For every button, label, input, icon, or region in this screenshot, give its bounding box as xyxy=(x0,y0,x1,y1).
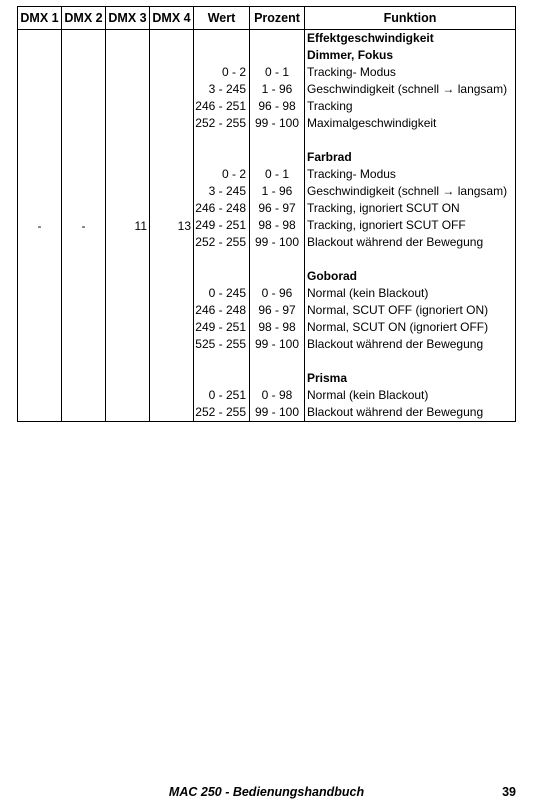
funktion-text: Normal (kein Blackout) xyxy=(307,286,429,300)
page-number: 39 xyxy=(502,785,516,799)
prozent-value: 98 - 98 xyxy=(258,218,296,232)
wert-value: 246 - 251 xyxy=(195,99,246,113)
dmx2-cell xyxy=(62,30,106,422)
funktion-text: Tracking- Modus xyxy=(307,167,396,181)
funktion-text: Tracking xyxy=(307,99,353,113)
wert-value: 246 - 248 xyxy=(195,201,246,215)
funktion-column xyxy=(305,30,516,422)
prozent-value: 96 - 98 xyxy=(258,99,296,113)
wert-value xyxy=(194,251,249,268)
dmx-protocol-table xyxy=(17,6,516,422)
prozent-value xyxy=(250,251,304,268)
prozent-value xyxy=(250,149,304,166)
wert-value: 525 - 255 xyxy=(195,337,246,351)
wert-value: 252 - 255 xyxy=(195,405,246,419)
funktion-text: Maximalgeschwindigkeit xyxy=(307,116,437,130)
dmx1-value: - xyxy=(37,218,42,233)
funktion-text: Prisma xyxy=(307,371,348,385)
header-funktion: Funktion xyxy=(305,7,516,30)
prozent-value xyxy=(250,268,304,285)
funktion-text: Dimmer, Fokus xyxy=(307,48,394,62)
funktion-text: Tracking, ignoriert SCUT ON xyxy=(307,201,460,215)
prozent-value: 96 - 97 xyxy=(258,303,296,317)
prozent-value: 0 - 98 xyxy=(261,388,293,402)
wert-value: 0 - 251 xyxy=(208,388,246,402)
wert-value xyxy=(194,370,249,387)
funktion-text xyxy=(305,132,515,149)
wert-value: 0 - 245 xyxy=(208,286,246,300)
wert-value: 0 - 2 xyxy=(221,65,246,79)
wert-value xyxy=(194,149,249,166)
funktion-text: Geschwindigkeit (schnell → langsam) xyxy=(307,184,508,198)
prozent-value: 99 - 100 xyxy=(254,235,300,249)
funktion-text: Tracking, ignoriert SCUT OFF xyxy=(307,218,466,232)
prozent-value: 1 - 96 xyxy=(261,184,293,198)
prozent-value: 99 - 100 xyxy=(254,337,300,351)
header-wert: Wert xyxy=(194,7,250,30)
wert-value: 249 - 251 xyxy=(195,218,246,232)
dmx4-value: 13 xyxy=(177,218,191,233)
funktion-text: Normal, SCUT ON (ignoriert OFF) xyxy=(307,320,489,334)
funktion-text: Tracking- Modus xyxy=(307,65,396,79)
prozent-value: 0 - 1 xyxy=(264,167,289,181)
wert-value: 3 - 245 xyxy=(208,184,246,198)
funktion-text: Normal, SCUT OFF (ignoriert ON) xyxy=(307,303,489,317)
prozent-value: 1 - 96 xyxy=(261,82,293,96)
dmx3-cell xyxy=(106,30,150,422)
prozent-column xyxy=(250,30,305,422)
prozent-value xyxy=(250,132,304,149)
funktion-text xyxy=(305,251,515,268)
wert-value xyxy=(194,353,249,370)
funktion-text: Blackout während der Bewegung xyxy=(307,235,484,249)
table-header-row xyxy=(18,7,516,30)
prozent-value: 0 - 1 xyxy=(264,65,289,79)
wert-value: 249 - 251 xyxy=(195,320,246,334)
funktion-text xyxy=(305,353,515,370)
wert-column xyxy=(194,30,250,422)
prozent-value xyxy=(250,30,304,47)
funktion-text: Blackout während der Bewegung xyxy=(307,405,484,419)
footer-title: MAC 250 - Bedienungshandbuch xyxy=(168,785,365,799)
prozent-value: 99 - 100 xyxy=(254,405,300,419)
wert-value: 0 - 2 xyxy=(221,167,246,181)
funktion-text: Blackout während der Bewegung xyxy=(307,337,484,351)
funktion-text: Effektgeschwindigkeit xyxy=(307,31,434,45)
wert-value: 252 - 255 xyxy=(195,235,246,249)
table-row xyxy=(18,30,516,422)
dmx2-value: - xyxy=(81,218,86,233)
header-prozent: Prozent xyxy=(250,7,305,30)
header-dmx3: DMX 3 xyxy=(106,7,150,30)
funktion-text: Goborad xyxy=(307,269,357,283)
header-dmx2: DMX 2 xyxy=(62,7,106,30)
funktion-text: Farbrad xyxy=(307,150,352,164)
prozent-value: 0 - 96 xyxy=(261,286,293,300)
prozent-value: 98 - 98 xyxy=(258,320,296,334)
dmx4-cell xyxy=(150,30,194,422)
header-dmx4: DMX 4 xyxy=(150,7,194,30)
wert-value: 246 - 248 xyxy=(195,303,246,317)
wert-value xyxy=(194,268,249,285)
wert-value xyxy=(194,47,249,64)
dmx1-cell xyxy=(18,30,62,422)
prozent-value: 99 - 100 xyxy=(254,116,300,130)
header-dmx1: DMX 1 xyxy=(18,7,62,30)
wert-value xyxy=(194,30,249,47)
wert-value: 252 - 255 xyxy=(195,116,246,130)
prozent-value xyxy=(250,47,304,64)
wert-value xyxy=(194,132,249,149)
funktion-text: Normal (kein Blackout) xyxy=(307,388,429,402)
funktion-text: Geschwindigkeit (schnell → langsam) xyxy=(307,82,508,96)
wert-value: 3 - 245 xyxy=(208,82,246,96)
prozent-value: 96 - 97 xyxy=(258,201,296,215)
prozent-value xyxy=(250,370,304,387)
dmx3-value: 11 xyxy=(134,218,147,233)
prozent-value xyxy=(250,353,304,370)
